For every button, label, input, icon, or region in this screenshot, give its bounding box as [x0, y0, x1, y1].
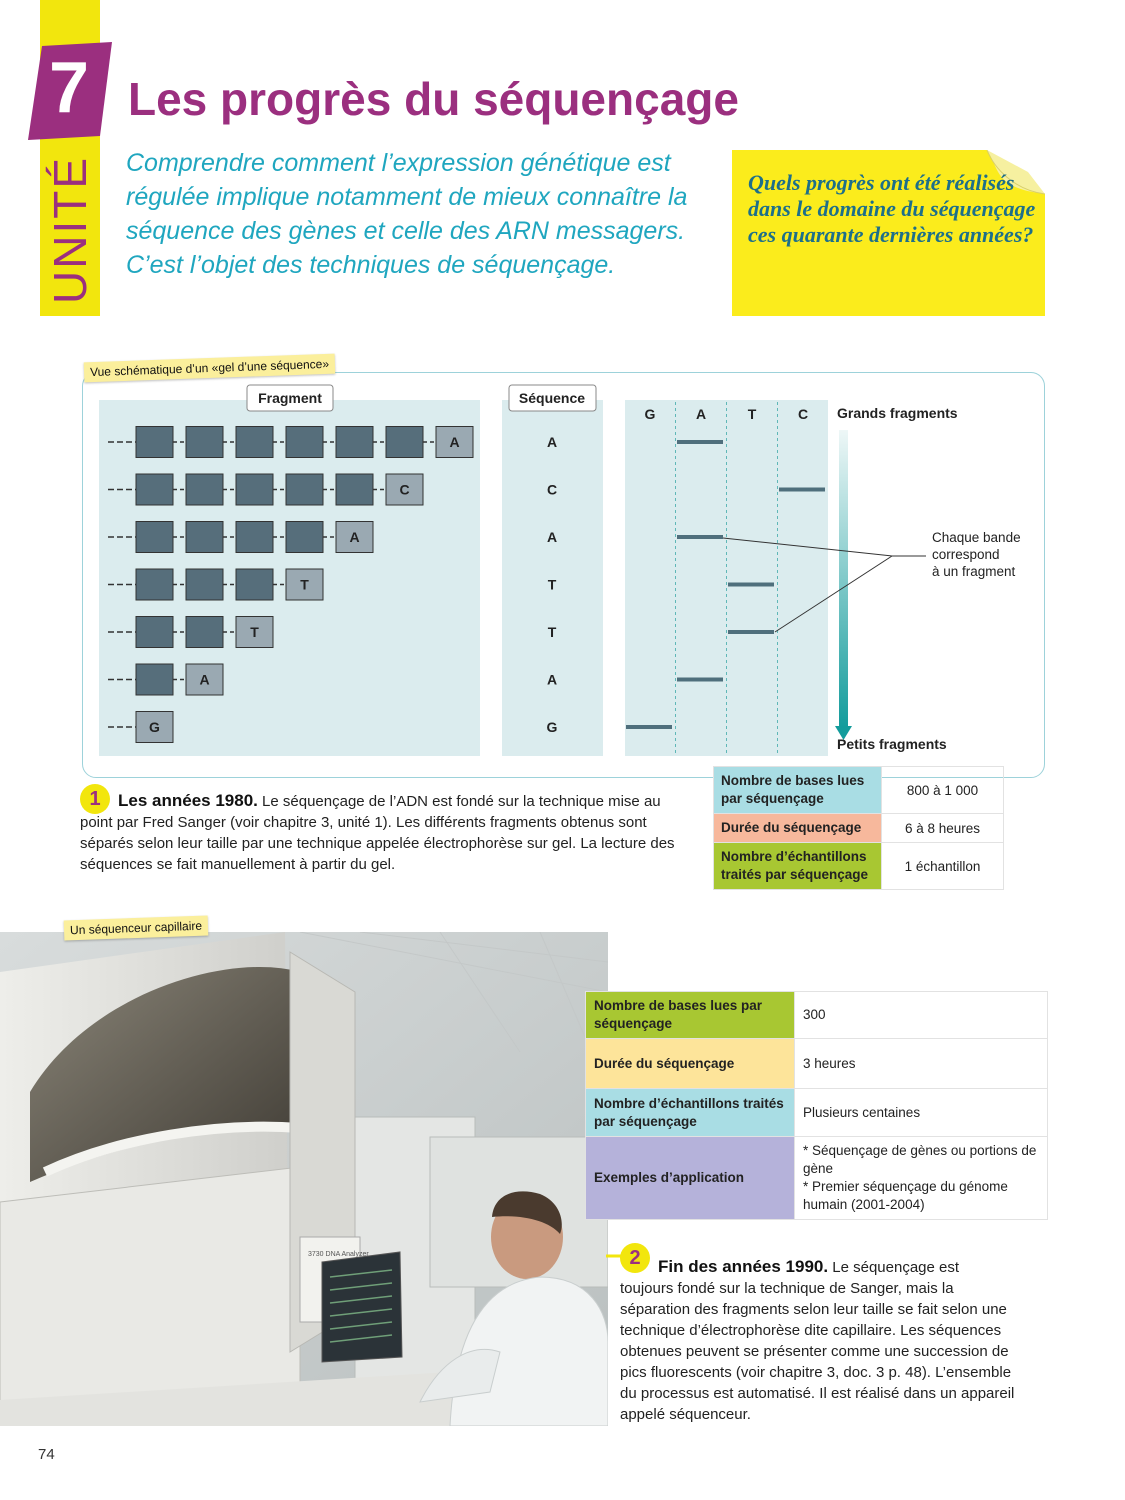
doc1-table-value: 1 échantillon	[882, 843, 1004, 890]
nucleotide-box	[236, 427, 273, 458]
nucleotide-box	[186, 474, 223, 505]
nucleotide-box	[236, 474, 273, 505]
doc2-table-row	[586, 1039, 1048, 1089]
nucleotide-box	[186, 522, 223, 553]
gel-lane-label: C	[797, 406, 809, 422]
nucleotide-box	[136, 522, 173, 553]
doc1-table-value: 6 à 8 heures	[882, 814, 1004, 843]
doc1-table-value: 800 à 1 000	[882, 767, 1004, 814]
sequence-letter: T	[547, 576, 557, 593]
band-annotation-line2: correspond	[932, 547, 1000, 562]
small-fragments-label: Petits fragments	[837, 736, 947, 752]
gel-lane-label: A	[695, 406, 707, 422]
doc2-text	[620, 1256, 1015, 1425]
large-fragments-label: Grands fragments	[837, 405, 958, 421]
terminal-nucleotide-label: A	[449, 434, 460, 450]
terminal-nucleotide-label: C	[399, 481, 410, 498]
nucleotide-box	[186, 617, 223, 648]
unit-label: UNITÉ	[44, 156, 96, 304]
gel-lane-label: G	[644, 406, 656, 422]
sequencer-photo	[0, 932, 608, 1426]
sequence-label: Séquence	[518, 390, 586, 406]
nucleotide-box	[236, 522, 273, 553]
doc1-table-label: Nombre d’échantillons traités par séquençage	[714, 843, 882, 890]
doc2-table-value: 300	[795, 992, 1048, 1039]
sequence-letter: A	[546, 671, 558, 688]
sequence-letter: A	[546, 529, 558, 545]
doc2-application-item: * Premier séquençage du génome humain (2001-2004)	[803, 1179, 1008, 1212]
doc2-table	[585, 991, 1048, 1220]
doc1-tag: Vue schématique d’un «gel d’une séquence»	[84, 354, 336, 383]
intro-text: Comprendre comment l’expression génétique est régulée implique notamment de mieux connaître la séquence des gènes et celle des ARN messagers. C’est l’objet des techniques de séquençage.	[126, 149, 688, 279]
nucleotide-box	[336, 427, 373, 458]
doc1-table-row	[714, 767, 1004, 814]
nucleotide-box	[186, 569, 223, 600]
unit-number: 7	[48, 48, 90, 128]
terminal-nucleotide-label: G	[149, 719, 160, 735]
sequencer-illustration	[0, 932, 608, 1426]
instrument-label: 3730 DNA Analyzer	[308, 1251, 369, 1258]
nucleotide-box	[286, 522, 323, 553]
doc2-application-item: * Séquençage de gènes ou portions de gène	[803, 1143, 1037, 1176]
doc2-text-title: Fin des années 1990.	[658, 1257, 829, 1276]
nucleotide-box	[136, 427, 173, 458]
nucleotide-box	[136, 474, 173, 505]
terminal-nucleotide-label: T	[300, 576, 309, 593]
doc2-table-label: Exemples d’application	[586, 1137, 795, 1220]
doc2-table-label: Nombre d’échantillons traités par séquençage	[586, 1089, 795, 1137]
doc1-text-body: Le séquençage de l’ADN est fondé sur la technique mise au point par Fred Sanger (voir chapitre 3, unité 1). Les différents fragments obtenus sont séparés selon leur taille par une technique appelée électrophorèse sur gel. La lecture des séquences se fait manuellement à partir du gel.	[80, 793, 675, 873]
nucleotide-box	[186, 427, 223, 458]
doc1-text-title: Les années 1980.	[118, 791, 258, 810]
terminal-nucleotide-label: A	[199, 671, 210, 688]
question-text: Quels progrès ont été réalisés dans le domaine du séquençage ces quarante dernières années?	[748, 170, 1036, 247]
doc2-tag: Un séquenceur capillaire	[64, 915, 209, 940]
nucleotide-box	[286, 427, 323, 458]
page-number: 74	[38, 1446, 55, 1463]
doc1-table-label: Nombre de bases lues par séquençage	[714, 767, 882, 814]
size-arrow-shaft	[839, 430, 848, 728]
doc1-table-label: Durée du séquençage	[714, 814, 882, 843]
doc2-table-row	[586, 1089, 1048, 1137]
fragment-row	[108, 569, 323, 600]
doc2-table-value	[795, 1137, 1048, 1220]
doc2-number: 2	[620, 1243, 650, 1273]
doc1-text	[80, 790, 680, 875]
doc2-table-label: Nombre de bases lues par séquençage	[586, 992, 795, 1039]
band-annotation-line3: à un fragment	[932, 564, 1016, 579]
doc2-table-row	[586, 992, 1048, 1039]
gel-lane-label: T	[747, 406, 757, 422]
doc1-table	[713, 766, 1004, 890]
fragment-label: Fragment	[258, 390, 322, 406]
doc1-table-row	[714, 843, 1004, 890]
doc2-table-value: 3 heures	[795, 1039, 1048, 1089]
nucleotide-box	[386, 427, 423, 458]
fragment-row	[108, 427, 473, 458]
sequence-letter: G	[546, 719, 558, 735]
doc2-table-row	[586, 1137, 1048, 1220]
terminal-nucleotide-label: A	[349, 529, 360, 545]
doc1-number: 1	[80, 784, 110, 814]
doc2-text-body: Le séquençage est toujours fondé sur la technique de Sanger, mais la séparation des fragments selon leur taille se fait selon une technique d’électrophorèse dite capillaire. Les séquences obtenues peuvent se présenter comme une succession de pics fluorescents (voir chapitre 3, doc. 3 p. 48). L’ensemble du processus est automatisé. Il est réalisé dans un appareil appelé séquenceur.	[620, 1259, 1015, 1423]
doc2-table-label: Durée du séquençage	[586, 1039, 795, 1089]
nucleotide-box	[336, 474, 373, 505]
sequence-letter: C	[546, 481, 558, 498]
page-title: Les progrès du séquençage	[128, 73, 739, 125]
terminal-nucleotide-label: T	[250, 624, 259, 640]
sequence-letter: A	[546, 434, 558, 450]
nucleotide-box	[286, 474, 323, 505]
band-annotation-line1: Chaque bande	[932, 530, 1021, 545]
nucleotide-box	[136, 664, 173, 695]
nucleotide-box	[236, 569, 273, 600]
doc2-table-value: Plusieurs centaines	[795, 1089, 1048, 1137]
nucleotide-box	[136, 617, 173, 648]
doc1-table-row	[714, 814, 1004, 843]
sequence-letter: T	[547, 624, 557, 640]
nucleotide-box	[136, 569, 173, 600]
